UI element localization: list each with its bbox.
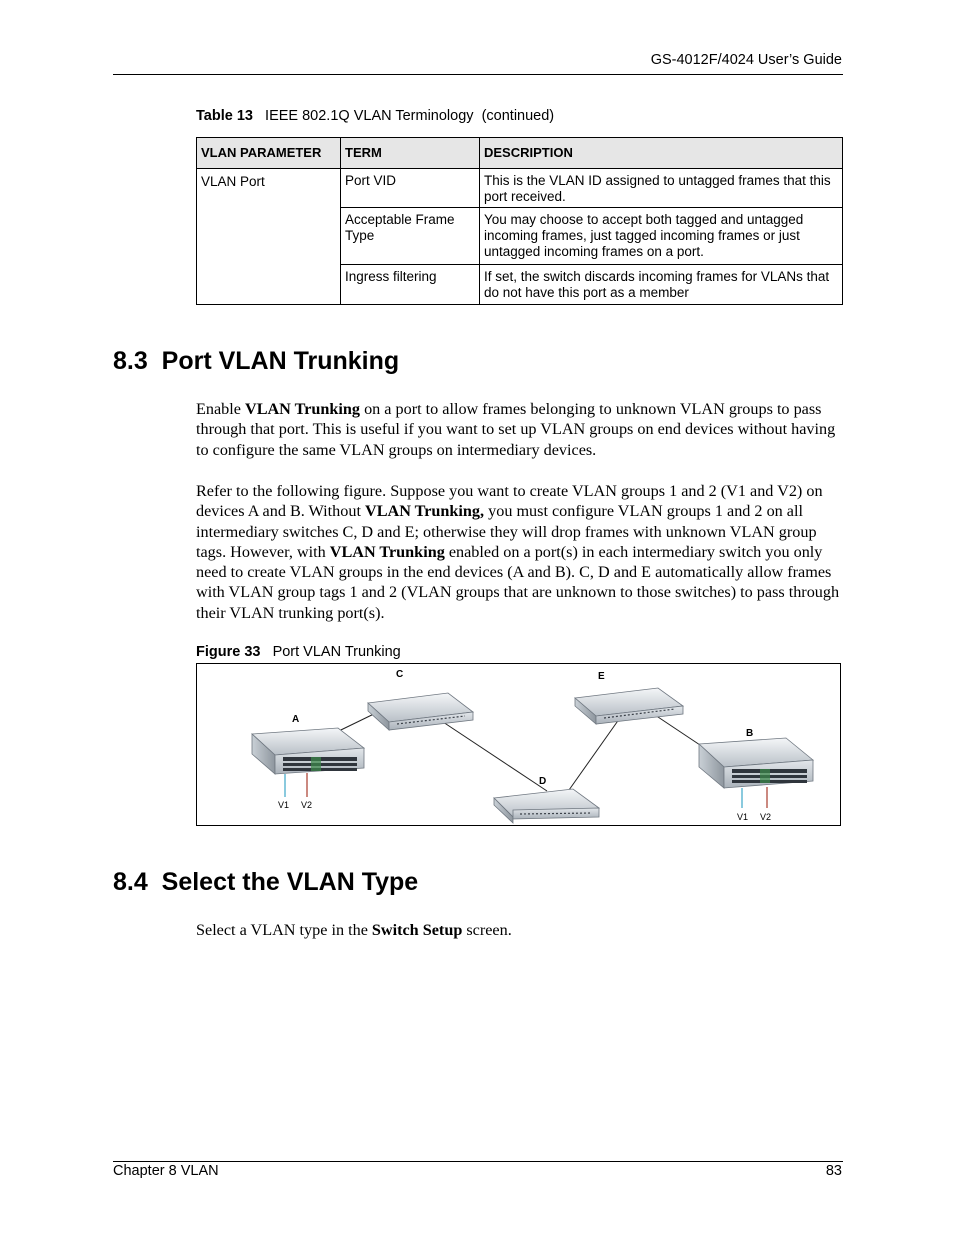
column-header-term: TERM: [341, 138, 480, 169]
text-run: Enable: [196, 400, 245, 418]
text-run: enabled on a port(s) in each intermediary switch you only need to create VLAN groups in the end devices (A and B). C, D and E automatically allow frames with VLAN group tags 1 and 2 (VLAN groups that are unknown to those switches) to pass through their VLAN trunking port(s).: [196, 542, 840, 622]
text-run: screen.: [462, 921, 512, 939]
label-e: E: [598, 671, 605, 682]
text-run: on a port to allow frames belonging to unknown VLAN groups to pass through that port. This is useful if you want to set up VLAN groups on end devices without having to configure the same VLAN groups on intermediary devices.: [196, 400, 836, 459]
table-caption-text: IEEE 802.1Q VLAN Terminology (continued): [265, 108, 555, 124]
text-run: Refer to the following figure. Suppose you want to create VLAN groups 1 and 2 (V1 and V2) on devices A and B. Without: [196, 482, 823, 521]
footer-chapter: Chapter 8 VLAN: [113, 1163, 219, 1179]
description-cell: This is the VLAN ID assigned to untagged frames that this port received.: [480, 169, 843, 208]
paragraph-vlan-trunking-intro: [196, 399, 844, 460]
label-d: D: [539, 776, 547, 787]
figure-caption: [196, 644, 401, 660]
paragraph-vlan-trunking-example: [196, 481, 844, 623]
section-heading-8-3: 8.3 Port VLAN Trunking: [113, 347, 400, 375]
parameter-cell: [197, 169, 341, 305]
switch-e: [575, 688, 683, 724]
b-v2-label: V2: [760, 812, 772, 822]
bold-term: Switch Setup: [371, 921, 463, 939]
bold-term: VLAN Trunking,: [365, 502, 485, 521]
label-a: A: [292, 714, 300, 725]
figure-caption-label: Figure 33: [196, 644, 261, 660]
vlan-terminology-table: [196, 137, 843, 305]
footer-rule: [113, 1161, 843, 1162]
column-header-description: DESCRIPTION: [480, 138, 843, 169]
switch-c: [368, 693, 473, 730]
footer-page-number: 83: [825, 1163, 842, 1179]
device-a: [252, 728, 364, 774]
bold-term: VLAN Trunking: [245, 400, 361, 418]
section-heading-8-4: 8.4 Select the VLAN Type: [113, 868, 419, 896]
device-b: [699, 738, 813, 788]
table-caption-label: Table 13: [196, 108, 253, 124]
header-rule: [113, 74, 843, 75]
port-vlan-trunking-figure: [196, 663, 841, 826]
description-cell: If set, the switch discards incoming frames for VLANs that do not have this port as a member: [480, 265, 843, 305]
term-cell: Ingress filtering: [341, 265, 480, 305]
a-v2-label: V2: [301, 800, 313, 810]
text-run: Select a VLAN type in the: [196, 921, 372, 939]
header-guide-title: GS-4012F/4024 User’s Guide: [650, 52, 842, 68]
description-cell: You may choose to accept both tagged and untagged incoming frames, just tagged incoming frames or just untagged incoming frames on a port.: [480, 208, 843, 265]
column-header-parameter: VLAN PARAMETER: [197, 138, 341, 169]
table-caption: [196, 108, 554, 124]
term-cell: Port VID: [341, 169, 480, 208]
bold-term: VLAN Trunking: [329, 542, 445, 561]
b-v1-label: V1: [737, 812, 749, 822]
link-d-e: [569, 715, 622, 790]
figure-caption-text: Port VLAN Trunking: [272, 644, 401, 660]
a-v1-label: V1: [278, 800, 290, 810]
link-c-d: [443, 722, 547, 791]
term-cell: Acceptable Frame Type: [341, 208, 480, 265]
table-row: [197, 169, 843, 208]
label-c: C: [396, 669, 404, 680]
switch-d: [494, 789, 599, 823]
network-diagram: [197, 664, 840, 825]
parameter-value: VLAN Port: [201, 174, 265, 189]
table-header-row: [197, 138, 843, 169]
paragraph-select-vlan-type: [196, 920, 844, 940]
text-run: you must configure VLAN groups 1 and 2 on all intermediary switches C, D and E; otherwise they will drop frames with unknown VLAN group tags. However, with: [196, 502, 817, 561]
label-b: B: [746, 728, 754, 739]
